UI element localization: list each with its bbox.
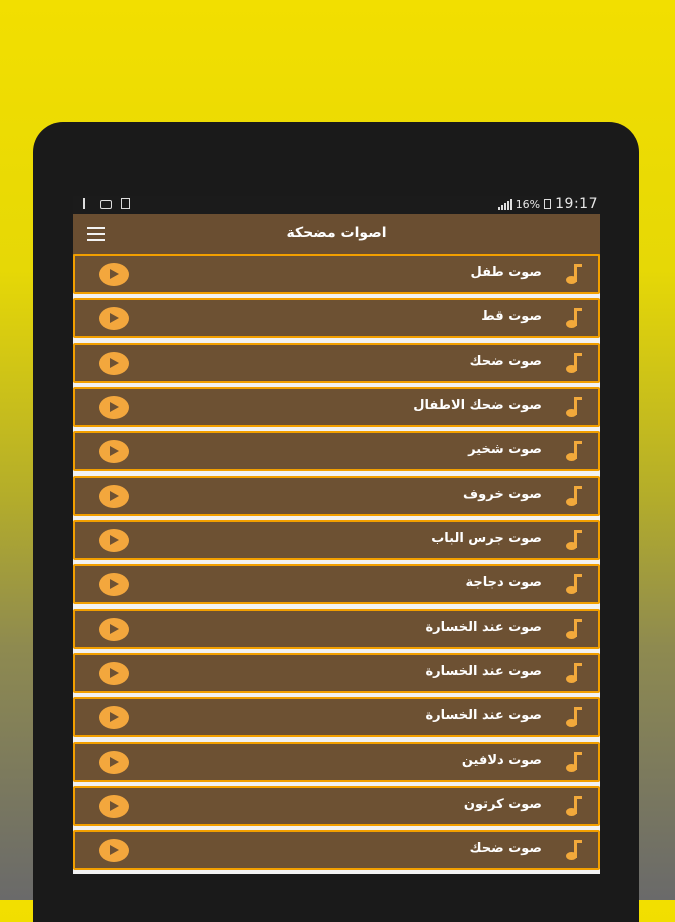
- page-title: اصوات مضحكة: [286, 225, 387, 241]
- play-button[interactable]: [99, 485, 129, 508]
- music-note-icon: [566, 663, 580, 685]
- list-item[interactable]: [73, 431, 600, 471]
- music-note-icon: [566, 441, 580, 463]
- play-button[interactable]: [99, 396, 129, 419]
- sound-label: صوت عند الخسارة: [425, 708, 542, 724]
- play-icon: [110, 358, 119, 368]
- battery-icon: [544, 199, 551, 209]
- play-icon: [110, 313, 119, 323]
- list-item[interactable]: [73, 697, 600, 737]
- play-button[interactable]: [99, 307, 129, 330]
- play-button[interactable]: [99, 751, 129, 774]
- play-icon: [110, 402, 119, 412]
- music-note-icon: [566, 264, 580, 286]
- play-button[interactable]: [99, 839, 129, 862]
- clock: 19:17: [555, 196, 598, 212]
- sound-label: صوت كرتون: [463, 797, 542, 813]
- sound-label: صوت عند الخسارة: [425, 619, 542, 635]
- music-note-icon: [566, 707, 580, 729]
- app-toolbar: [73, 214, 600, 256]
- sounds-list: [73, 254, 600, 875]
- bottom-bar: [73, 874, 600, 900]
- play-button[interactable]: [99, 529, 129, 552]
- play-icon: [110, 535, 119, 545]
- list-item[interactable]: [73, 609, 600, 649]
- sound-label: صوت شخير: [468, 442, 542, 458]
- app-screen: [73, 196, 600, 900]
- message-icon: [100, 200, 112, 209]
- play-icon: [110, 668, 119, 678]
- play-icon: [110, 845, 119, 855]
- play-icon: [110, 269, 119, 279]
- music-note-icon: [566, 752, 580, 774]
- play-icon: [110, 491, 119, 501]
- sound-label: صوت جرس الباب: [431, 531, 542, 547]
- play-button[interactable]: [99, 352, 129, 375]
- list-item[interactable]: [73, 564, 600, 604]
- play-button[interactable]: [99, 662, 129, 685]
- notification-icons: [79, 198, 130, 209]
- play-icon: [110, 757, 119, 767]
- list-item[interactable]: [73, 653, 600, 693]
- signal-icon: [498, 198, 512, 210]
- sound-label: صوت ضحك الاطفال: [413, 398, 542, 414]
- play-icon: [110, 801, 119, 811]
- play-button[interactable]: [99, 795, 129, 818]
- list-item[interactable]: [73, 387, 600, 427]
- download-icon: [121, 198, 130, 209]
- list-item[interactable]: [73, 742, 600, 782]
- music-note-icon: [566, 574, 580, 596]
- battery-percent: 16%: [515, 197, 541, 211]
- play-button[interactable]: [99, 618, 129, 641]
- play-button[interactable]: [99, 706, 129, 729]
- sound-label: صوت طفل: [470, 265, 542, 280]
- music-note-icon: [566, 840, 580, 862]
- sound-label: صوت ضحك: [469, 353, 542, 369]
- list-item[interactable]: [73, 298, 600, 338]
- sound-label: صوت خروف: [463, 486, 542, 502]
- list-item[interactable]: [73, 520, 600, 560]
- music-note-icon: [566, 308, 580, 330]
- play-button[interactable]: [99, 440, 129, 463]
- list-item[interactable]: [73, 476, 600, 516]
- music-note-icon: [566, 619, 580, 641]
- music-note-icon: [566, 397, 580, 419]
- list-item[interactable]: [73, 254, 600, 294]
- sound-label: صوت قط: [481, 309, 542, 325]
- sound-label: صوت دلافين: [461, 752, 542, 768]
- list-item[interactable]: [73, 343, 600, 383]
- sound-label: صوت دجاجة: [465, 575, 542, 591]
- list-item[interactable]: [73, 786, 600, 826]
- music-note-icon: [566, 486, 580, 508]
- play-button[interactable]: [99, 573, 129, 596]
- play-button[interactable]: [99, 263, 129, 286]
- play-icon: [110, 624, 119, 634]
- music-note-icon: [566, 353, 580, 375]
- music-note-icon: [566, 530, 580, 552]
- usb-icon: [83, 198, 91, 209]
- status-right: [498, 196, 598, 212]
- music-note-icon: [566, 796, 580, 818]
- play-icon: [110, 579, 119, 589]
- sound-label: صوت ضحك: [469, 841, 542, 857]
- sound-label: صوت عند الخسارة: [425, 664, 542, 680]
- status-bar: [73, 196, 600, 214]
- play-icon: [110, 446, 119, 456]
- list-item[interactable]: [73, 830, 600, 870]
- play-icon: [110, 712, 119, 722]
